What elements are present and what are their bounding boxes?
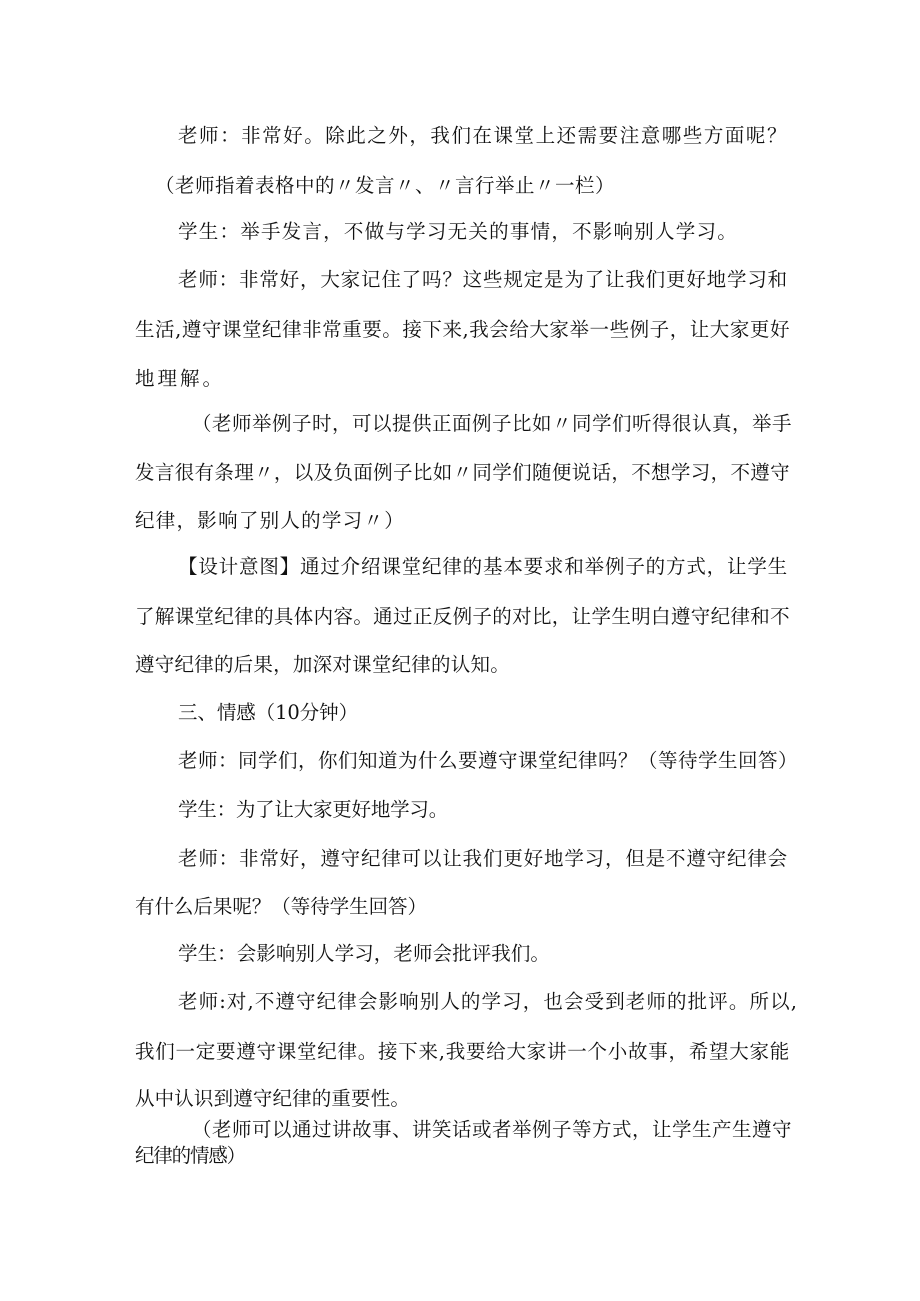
paragraph-line: 老师:对,不遵守纪律会影响别人的学习，也会受到老师的批评。所以,: [178, 990, 798, 1013]
section-heading: 三、情感（10分钟）: [178, 701, 358, 724]
paragraph-line: 学生：举手发言，不做与学习无关的事情，不影响别人学习。: [178, 220, 738, 243]
paragraph-line: 纪律的情感）: [135, 1144, 245, 1167]
paragraph-line: （老师指着表格中的〃发言〃、〃言行举止〃一栏）: [155, 174, 615, 197]
paragraph-line: 发言很有条理〃，以及负面例子比如〃同学们随便说话，不想学习，不遵守: [135, 461, 790, 484]
paragraph-line: 地理解。: [135, 367, 225, 390]
paragraph-line: 学生：会影响别人学习，老师会批评我们。: [178, 942, 550, 965]
paragraph-line: 【设计意图】通过介绍课堂纪律的基本要求和举例子的方式，让学生: [178, 555, 788, 578]
paragraph-line: 老师：非常好，大家记住了吗？这些规定是为了让我们更好地学习和: [178, 268, 788, 291]
paragraph-line: 遵守纪律的后果，加深对课堂纪律的认知。: [135, 653, 510, 676]
paragraph-line: 有什么后果呢？（等待学生回答）: [135, 895, 427, 918]
paragraph-line: （老师举例子时，可以提供正面例子比如〃同学们听得很认真，举手: [192, 412, 792, 435]
paragraph-line: 我们一定要遵守课堂纪律。接下来,我要给大家讲一个小故事，希望大家能: [135, 1040, 790, 1063]
paragraph-line: 生活,遵守课堂纪律非常重要。接下来,我会给大家举一些例子，让大家更好: [135, 318, 790, 341]
paragraph-line: 老师：非常好，遵守纪律可以让我们更好地学习，但是不遵守纪律会: [178, 847, 788, 870]
paragraph-line: 纪律，影响了别人的学习〃）: [135, 509, 405, 532]
paragraph-line: 从中认识到遵守纪律的重要性。: [135, 1087, 410, 1110]
paragraph-line: 老师：非常好。除此之外，我们在课堂上还需要注意哪些方面呢？: [178, 124, 788, 147]
paragraph-line: 老师：同学们，你们知道为什么要遵守课堂纪律吗？（等待学生回答）: [178, 749, 798, 772]
paragraph-line: （老师可以通过讲故事、讲笑话或者举例子等方式，让学生产生遵守: [192, 1118, 792, 1141]
paragraph-line: 学生：为了让大家更好地学习。: [178, 798, 448, 821]
paragraph-line: 了解课堂纪律的具体内容。通过正反例子的对比，让学生明白遵守纪律和不: [135, 605, 790, 628]
